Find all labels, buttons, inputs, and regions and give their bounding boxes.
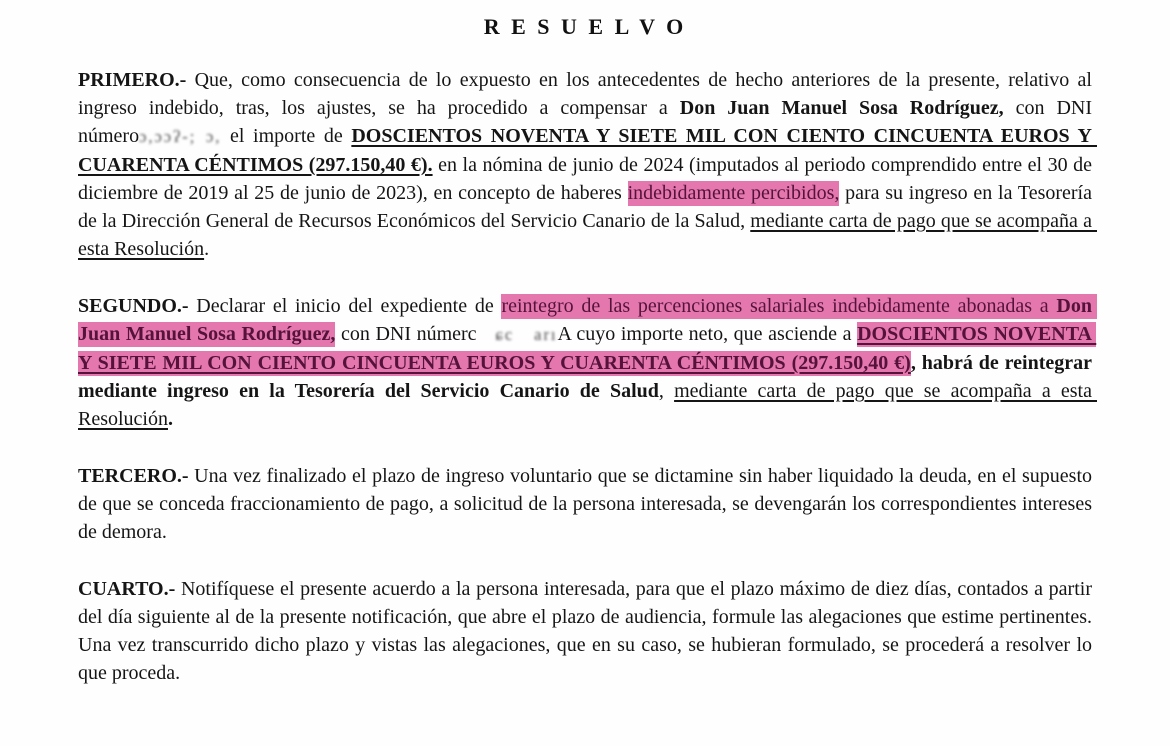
text-segment: , <box>658 380 675 402</box>
text-segment: para su ingreso en la Tesorería de la Dirección General de Recursos Económicos del Servicio Canario de la Salud, <box>78 182 1097 232</box>
text-segment: Don Juan Manuel Sosa Rodríguez, <box>78 295 1097 345</box>
paragraph-primero <box>78 66 1098 263</box>
redacted-text-segment: ɕc arı <box>482 325 558 344</box>
text-segment: TERCERO.- <box>78 465 189 487</box>
text-segment: Don Juan Manuel Sosa Rodríguez, <box>679 97 1004 119</box>
redacted-text-segment: ɔ,ɔɔʔ-; ɔ, <box>139 127 222 146</box>
text-segment: DOSCIENTOS NOVENTA Y SIETE MIL CON CIENTO CINCUENTA EUROS Y CUARENTA CÉNTIMOS (297.150,40 €). <box>78 125 1097 176</box>
text-segment: indebidamente percibidos, <box>627 182 840 204</box>
text-segment: Declarar el inicio del expediente de <box>188 295 502 317</box>
text-segment: Que, como consecuencia de lo expuesto en los antecedentes de hecho anteriores de la presente, relativo al ingreso indebido, tras, los ajustes, se ha procedido a compensar a <box>78 69 1097 119</box>
paragraph-cuarto <box>78 575 1097 687</box>
text-segment: habrá de reintegrar mediante ingreso en la Tesorería del Servicio Canario de Salud <box>78 352 1098 402</box>
paragraph-segundo <box>78 292 1098 433</box>
text-segment: con DNI número <box>78 97 1097 147</box>
text-segment: mediante carta de pago que se acompaña a esta Resolución <box>78 210 1097 260</box>
text-segment: , <box>910 352 922 374</box>
text-segment: Una vez finalizado el plazo de ingreso voluntario que se dictamine sin haber liquidado la deuda, en el supuesto de que se conceda fraccionamiento de pago, a solicitud de la persona interesada, se devengarán los correspondientes intereses de demora. <box>78 465 1097 543</box>
text-segment: DOSCIENTOS NOVENTA Y SIETE MIL CON CIENTO CINCUENTA EUROS Y CUARENTA CÉNTIMOS (297.150,40 €) <box>78 323 1097 374</box>
text-segment: reintegro de las percenciones salariales indebidamente abonadas a <box>501 295 1057 317</box>
text-segment: PRIMERO.- <box>78 69 187 91</box>
text-segment: mediante carta de pago que se acompaña a esta Resolución <box>78 380 1097 430</box>
text-segment: A cuyo importe neto, que asciende a <box>557 323 858 345</box>
document-body <box>78 66 1098 687</box>
text-segment: en la nómina de junio de 2024 (imputados al periodo comprendido entre el 30 de diciembre de 2019 al 25 de junio de 2023), en concepto de haberes <box>78 154 1098 204</box>
text-segment: CUARTO.- <box>78 578 176 600</box>
paragraph-tercero <box>78 462 1097 546</box>
text-segment: con DNI númerc <box>335 323 483 345</box>
text-segment: el importe de <box>221 125 352 147</box>
document-title: R E S U E L V O <box>483 14 687 39</box>
text-segment: . <box>204 238 210 260</box>
text-segment: . <box>168 408 173 430</box>
text-segment: Notifíquese el presente acuerdo a la persona interesada, para que el plazo máximo de diez días, contados a partir del día siguiente al de la presente notificación, que abre el plazo de audiencia, formule las alegaciones que estime pertinentes. Una vez transcurrido dicho plazo y vistas las alegaciones, que en su caso, se hubieran formulado, se procederá a resolver lo que proceda. <box>78 578 1097 684</box>
text-segment: SEGUNDO.- <box>78 295 189 317</box>
